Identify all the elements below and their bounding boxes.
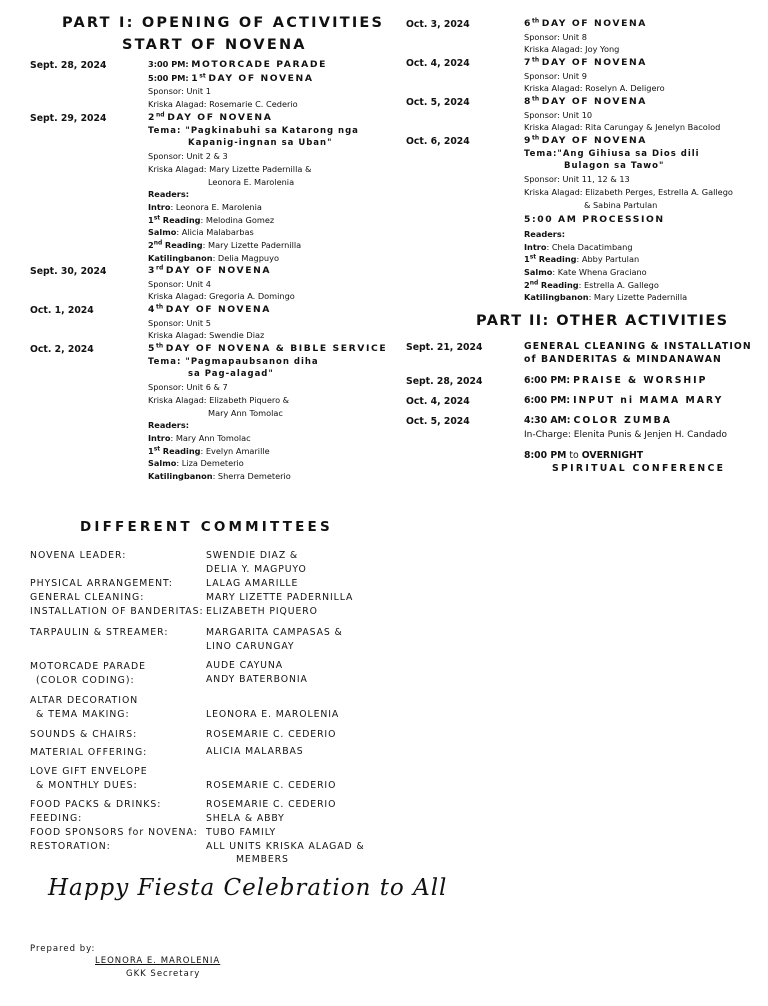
event-day-number: 8 <box>524 96 532 107</box>
event-day-number: 4 <box>148 304 156 315</box>
event-day-suffix: th <box>532 56 540 64</box>
event-kriska: Mary Ann Tomolac <box>208 407 283 418</box>
reader-role: Intro <box>148 432 171 443</box>
event-oct-5 <box>524 95 720 134</box>
event-kriska: Kriska Alagad: Rita Carungay & Jenelyn Bacolod <box>524 122 721 133</box>
event-kriska: Kriska Alagad: Gregoria A. Domingo <box>148 291 295 302</box>
activity-title: SPIRITUAL CONFERENCE <box>552 463 726 474</box>
activity-time: 8:00 PM <box>524 450 567 461</box>
part1-title: PART I: OPENING OF ACTIVITIES <box>62 15 385 31</box>
event-day-suffix: th <box>532 17 540 25</box>
activity-title: INPUT ni MAMA MARY <box>573 395 724 406</box>
event-sponsor: Sponsor: Unit 4 <box>148 278 211 289</box>
preparer-role: GKK Secretary <box>126 969 201 979</box>
reader-role: Reading <box>162 445 201 456</box>
reader-role: Reading <box>164 240 203 251</box>
event-sponsor: Sponsor: Unit 8 <box>524 31 587 42</box>
committee-member: SHELA & ABBY <box>206 813 285 824</box>
reader-name: : Evelyn Amarille <box>200 445 270 456</box>
reader-role: Reading <box>162 214 201 225</box>
event-sponsor: Sponsor: Unit 2 & 3 <box>148 151 228 162</box>
committee-label: (COLOR CODING): <box>36 675 135 686</box>
event-sept-29 <box>148 111 359 264</box>
reader-role: Intro <box>148 201 171 212</box>
event-time: 3:00 PM: <box>148 59 189 69</box>
activity-input <box>524 394 723 407</box>
reader-role: Salmo <box>148 227 177 238</box>
event-tema: Tema: "Pagmapaubsanon diha <box>148 356 319 367</box>
reader-role: Salmo <box>148 458 177 469</box>
committee-label: & TEMA MAKING: <box>36 709 130 720</box>
committee-label: FOOD SPONSORS for NOVENA: <box>30 827 198 838</box>
event-kriska: Kriska Alagad: Joy Yong <box>524 44 620 55</box>
reader-role-suffix: st <box>153 444 161 452</box>
part2-title: PART II: OTHER ACTIVITIES <box>476 313 729 329</box>
event-kriska: Kriska Alagad: Elizabeth Perges, Estrella A. Gallego <box>524 186 733 197</box>
event-sponsor: Sponsor: Unit 10 <box>524 109 593 120</box>
event-kriska: Kriska Alagad: Swendie Diaz <box>148 330 265 341</box>
committee-member: ROSEMARIE C. CEDERIO <box>206 799 337 810</box>
event-tema: Kapanig-ingnan sa Uban" <box>188 138 333 149</box>
activity-date: Sept. 21, 2024 <box>406 342 483 353</box>
event-date: Oct. 4, 2024 <box>406 58 470 69</box>
activity-overnight <box>524 449 643 462</box>
committee-member: ELIZABETH PIQUERO <box>206 606 318 617</box>
reader-name: : Estrella A. Gallego <box>578 279 659 290</box>
reader-name: : Abby Partulan <box>576 254 640 265</box>
readers-label: Readers: <box>148 420 189 431</box>
readers-label: Readers: <box>524 228 565 239</box>
reader-name: : Sherra Demeterio <box>212 471 291 482</box>
event-title: DAY OF NOVENA <box>541 57 647 68</box>
event-title: DAY OF NOVENA <box>165 265 272 276</box>
event-tema: Tema:"Ang Gihiusa sa Dios dili <box>524 148 700 159</box>
event-date: Oct. 3, 2024 <box>406 19 470 30</box>
event-date: Oct. 2, 2024 <box>30 344 94 355</box>
event-date: Oct. 1, 2024 <box>30 305 94 316</box>
event-day-number: 5 <box>148 343 156 354</box>
event-day-number: 9 <box>524 135 532 146</box>
reader-role: Intro <box>524 241 547 252</box>
procession-title: 5:00 AM PROCESSION <box>524 214 665 226</box>
reader-role: Katilingbanon <box>148 252 213 263</box>
event-title: DAY OF NOVENA <box>167 112 273 123</box>
committees-title: DIFFERENT COMMITTEES <box>80 519 333 535</box>
committee-member: ALL UNITS KRISKA ALAGAD & <box>206 841 365 852</box>
committee-member: ANDY BATERBONIA <box>206 674 308 685</box>
activity-title: OVERNIGHT <box>581 450 644 461</box>
committee-label: TARPAULIN & STREAMER: <box>30 627 169 638</box>
event-day-suffix: th <box>156 303 164 311</box>
reader-role-suffix: st <box>153 213 161 221</box>
activity-title: GENERAL CLEANING & INSTALLATION <box>524 341 752 352</box>
reader-name: : Alicia Malabarbas <box>176 227 254 238</box>
event-date: Oct. 5, 2024 <box>406 97 470 108</box>
part1-subtitle: START OF NOVENA <box>122 37 307 53</box>
committee-label: PHYSICAL ARRANGEMENT: <box>30 578 173 589</box>
event-sponsor: Sponsor: Unit 5 <box>148 317 211 328</box>
event-sept-30 <box>148 264 295 303</box>
reader-name: : Chela Dacatimbang <box>546 241 633 252</box>
event-day-number: 3 <box>148 265 156 276</box>
reader-name: : Kate Whena Graciano <box>552 267 647 278</box>
reader-role: 2 <box>524 279 530 290</box>
event-day-number: 6 <box>524 18 532 29</box>
reader-role-suffix: nd <box>153 239 163 247</box>
committee-member: MARGARITA CAMPASAS & <box>206 627 343 638</box>
committee-member: MEMBERS <box>236 854 289 865</box>
reader-role: 1 <box>524 254 530 265</box>
event-kriska: Kriska Alagad: Elizabeth Piquero & <box>148 394 290 405</box>
committee-member: LALAG AMARILLE <box>206 578 299 589</box>
event-title: DAY OF NOVENA <box>208 72 314 84</box>
reader-role-suffix: st <box>529 253 537 261</box>
activity-time: 4:30 AM: <box>524 415 571 426</box>
committee-member: SWENDIE DIAZ & <box>206 550 299 561</box>
committee-label: RESTORATION: <box>30 841 111 852</box>
reader-role: Reading <box>540 279 579 290</box>
fiesta-greeting: Happy Fiesta Celebration to All <box>48 875 448 901</box>
event-date: Sept. 29, 2024 <box>30 113 107 124</box>
event-oct-3 <box>524 17 647 56</box>
committee-label: SOUNDS & CHAIRS: <box>30 729 138 740</box>
event-sponsor: Sponsor: Unit 6 & 7 <box>148 382 228 393</box>
event-tema: Bulagon sa Tawo" <box>564 161 665 172</box>
event-day-suffix: rd <box>156 264 164 272</box>
event-kriska: Kriska Alagad: Rosemarie C. Cederio <box>148 99 298 110</box>
event-title: MOTORCADE PARADE <box>191 59 327 70</box>
activity-praise <box>524 374 707 387</box>
event-title: DAY OF NOVENA <box>541 135 647 146</box>
reader-role: Reading <box>538 254 577 265</box>
reader-name: : Mary Lizette Padernilla <box>202 240 302 251</box>
preparer-name: LEONORA E. MAROLENIA <box>95 956 221 966</box>
reader-role: Katilingbanon <box>148 471 213 482</box>
readers-label: Readers: <box>148 189 189 200</box>
committee-member: ALICIA MALARBAS <box>206 746 304 757</box>
event-kriska: Kriska Alagad: Roselyn A. Deligero <box>524 83 665 94</box>
event-day-suffix: nd <box>156 111 165 119</box>
event-date: Sept. 30, 2024 <box>30 266 107 277</box>
activity-to: to <box>569 450 579 461</box>
committee-label: NOVENA LEADER: <box>30 550 127 561</box>
event-day-number: 7 <box>524 57 532 68</box>
event-title: DAY OF NOVENA <box>541 96 647 107</box>
committee-member: ROSEMARIE C. CEDERIO <box>206 729 337 740</box>
reader-name: : Liza Demeterio <box>176 458 244 469</box>
committee-label: ALTAR DECORATION <box>30 695 139 706</box>
reader-role: Salmo <box>524 267 553 278</box>
event-day-suffix: th <box>532 95 540 103</box>
reader-name: : Delia Magpuyo <box>212 252 279 263</box>
committee-label: INSTALLATION OF BANDERITAS: <box>30 606 204 617</box>
event-oct-2 <box>148 342 387 483</box>
reader-role: 2 <box>148 240 154 251</box>
activity-title: COLOR ZUMBA <box>573 415 672 426</box>
event-title: DAY OF NOVENA & BIBLE SERVICE <box>165 343 388 354</box>
activity-date: Oct. 4, 2024 <box>406 396 470 407</box>
activity-title: PRAISE & WORSHIP <box>573 375 708 386</box>
committee-member: AUDE CAYUNA <box>206 660 283 671</box>
event-date: Sept. 28, 2024 <box>30 60 107 71</box>
reader-role-suffix: nd <box>529 279 539 286</box>
reader-name: : Melodina Gomez <box>200 214 275 225</box>
committee-member: ROSEMARIE C. CEDERIO <box>206 780 337 791</box>
event-date: Oct. 6, 2024 <box>406 136 470 147</box>
committee-label: MATERIAL OFFERING: <box>30 747 148 758</box>
event-sept-28 <box>148 58 327 111</box>
committee-label: LOVE GIFT ENVELOPE <box>30 766 148 777</box>
event-kriska: Leonora E. Marolenia <box>208 176 295 187</box>
event-sponsor: Sponsor: Unit 1 <box>148 86 211 97</box>
event-day-number: 2 <box>148 112 156 123</box>
activity-incharge: In-Charge: Elenita Punis & Jenjen H. Candado <box>524 430 728 440</box>
committee-member: LINO CARUNGAY <box>206 641 295 652</box>
event-oct-6 <box>524 134 733 304</box>
event-title: DAY OF NOVENA <box>165 304 271 315</box>
reader-role: Katilingbanon <box>524 292 589 303</box>
event-time: 5:00 PM: <box>148 72 189 83</box>
event-day-suffix: th <box>156 342 164 350</box>
committee-member: LEONORA E. MAROLENIA <box>206 709 340 720</box>
activity-time: 6:00 PM: <box>524 375 571 386</box>
event-sponsor: Sponsor: Unit 11, 12 & 13 <box>524 174 630 185</box>
committee-label: MOTORCADE PARADE <box>30 661 147 672</box>
reader-role: 1 <box>148 445 154 456</box>
reader-name: : Mary Ann Tomolac <box>170 432 251 443</box>
committee-label: GENERAL CLEANING: <box>30 592 145 603</box>
committee-member: MARY LIZETTE PADERNILLA <box>206 592 354 603</box>
activity-zumba <box>524 414 672 427</box>
event-oct-1 <box>148 303 271 342</box>
reader-name: : Leonora E. Marolenia <box>170 201 262 212</box>
event-oct-4 <box>524 56 665 95</box>
committee-label: & MONTHLY DUES: <box>36 780 138 791</box>
committee-member: DELIA Y. MAGPUYO <box>206 564 307 575</box>
event-sponsor: Sponsor: Unit 9 <box>524 70 587 81</box>
activity-date: Sept. 28, 2024 <box>406 376 483 387</box>
event-tema: Tema: "Pagkinabuhi sa Katarong nga <box>148 125 359 136</box>
activity-time: 6:00 PM: <box>524 395 571 406</box>
event-kriska: Kriska Alagad: Mary Lizette Padernilla & <box>148 163 312 174</box>
committee-member: TUBO FAMILY <box>206 827 277 838</box>
activity-title: of BANDERITAS & MINDANAWAN <box>524 354 722 365</box>
committee-label: FEEDING: <box>30 813 83 824</box>
activity-date: Oct. 5, 2024 <box>406 416 470 427</box>
event-day-suffix: th <box>532 134 540 142</box>
committee-label: FOOD PACKS & DRINKS: <box>30 799 162 810</box>
event-day-number: 1 <box>191 72 200 84</box>
reader-name: : Mary Lizette Padernilla <box>588 292 688 303</box>
event-day-suffix: st <box>199 71 206 79</box>
event-tema: sa Pag-alagad" <box>188 369 274 380</box>
reader-role: 1 <box>148 214 154 225</box>
event-title: DAY OF NOVENA <box>541 18 647 29</box>
event-kriska: & Sabina Partulan <box>584 199 658 210</box>
prepared-by-label: Prepared by: <box>30 944 96 954</box>
